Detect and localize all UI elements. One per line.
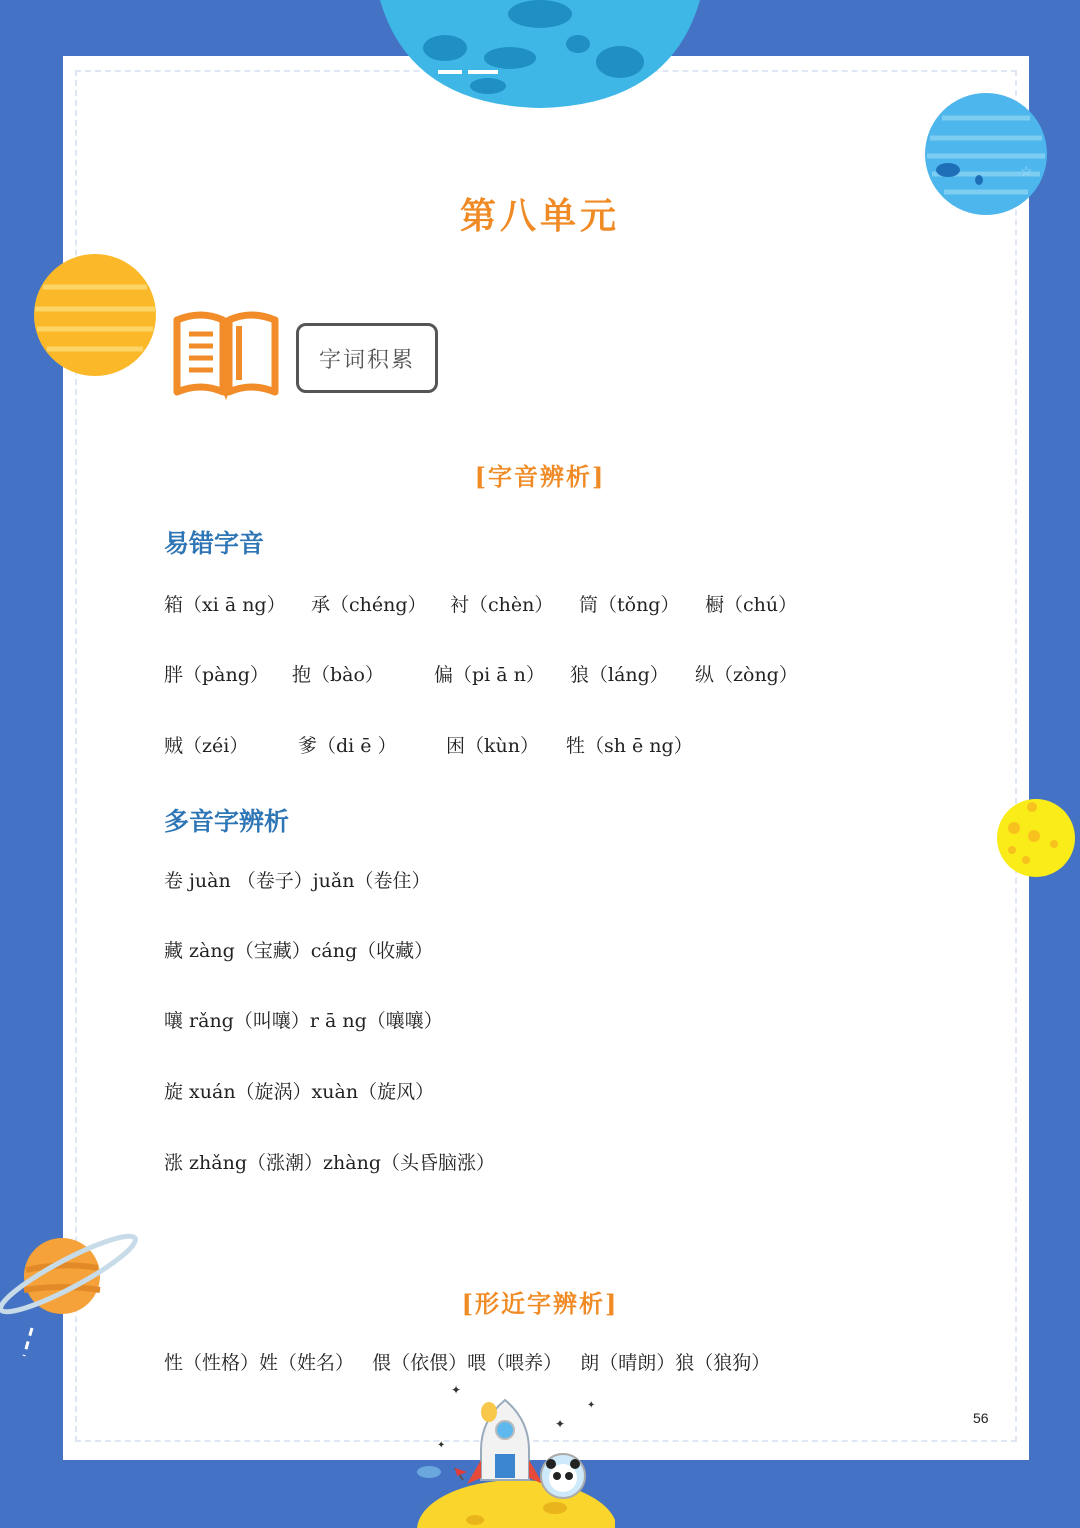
similar-chars-line: 性（性格）姓（姓名） 偎（依偎）喂（喂养） 朗（晴朗）狼（狼狗） [164, 1352, 771, 1374]
word-item: 纵（zòng） [695, 664, 798, 686]
easy-row-1 [0, 590, 1080, 620]
vocabulary-tag: 字词积累 [296, 323, 438, 393]
rocket-panda-decoration [405, 1380, 615, 1528]
word-item: 箱（xi ā ng） [164, 594, 286, 616]
polyphone-line: 涨 zhǎng（涨潮）zhàng（头昏脑涨） [164, 1152, 495, 1174]
word-item: 橱（chú） [705, 594, 798, 616]
svg-text:✦: ✦ [451, 1383, 462, 1397]
subhead-polyphonic: 多音字辨析 [164, 807, 290, 836]
section-title-similar-chars: [形近字辨析] [461, 1289, 619, 1318]
polyphone-line: 嚷 rǎng（叫嚷）r ā ng（嚷嚷） [164, 1010, 443, 1032]
svg-text:✦: ✦ [587, 1400, 596, 1411]
polyphone-line: 藏 zàng（宝藏）cáng（收藏） [164, 940, 434, 962]
subhead-easy-mistakes: 易错字音 [164, 529, 265, 558]
small-moon-decoration [996, 798, 1076, 878]
easy-row-2 [0, 660, 1080, 690]
polyphone-line: 卷 juàn （卷子）juǎn（卷住） [164, 870, 431, 892]
word-item: 承（chéng） [311, 594, 427, 616]
word-item: 衬（chèn） [450, 594, 554, 616]
svg-text:✦: ✦ [437, 1440, 446, 1451]
word-item: 困（kùn） [446, 735, 539, 757]
unit-title: 第八单元 [459, 195, 620, 237]
easy-row-3 [0, 731, 1080, 761]
word-item: 偏（pi ā n） [434, 664, 545, 686]
yellow-planet-decoration [33, 253, 157, 377]
open-book-icon [173, 308, 279, 400]
word-item: 爹（di ē ） [298, 735, 397, 757]
polyphone-line: 旋 xuán（旋涡）xuàn（旋风） [164, 1081, 435, 1103]
word-item: 狼（láng） [570, 664, 669, 686]
word-item: 胖（pàng） [164, 664, 269, 686]
svg-text:☆: ☆ [1020, 164, 1033, 180]
word-item: 贼（zéi） [164, 735, 249, 757]
svg-text:✦: ✦ [555, 1417, 566, 1431]
section-title-pronunciation: [字音辨析] [474, 462, 606, 491]
word-item: 牲（sh ē ng） [566, 735, 693, 757]
page-number: 56 [973, 1410, 989, 1426]
word-item: 筒（tǒng） [579, 594, 680, 616]
word-item: 抱（bào） [292, 664, 384, 686]
moon-decoration [370, 0, 710, 112]
